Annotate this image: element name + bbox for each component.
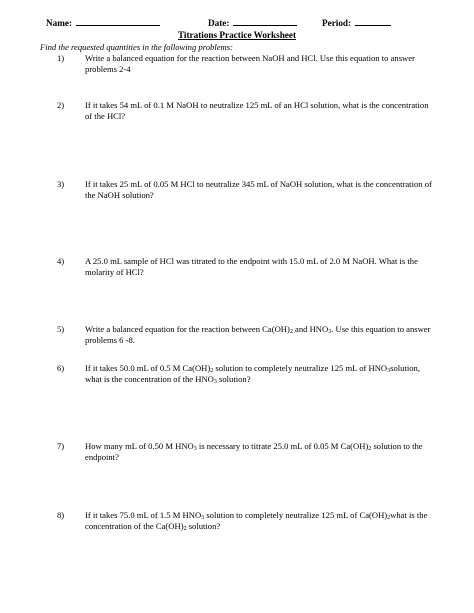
question-number: 1): [57, 53, 65, 63]
question-number: 4): [57, 256, 65, 266]
question-text: If it takes 75.0 mL of 1.5 M $HNO_3$ solution to completely neutralize 125 mL of $Ca(OH)_2what$ is the concentration of the $Ca(OH)_2$ solution?: [85, 510, 428, 533]
question-text: If it takes 25 mL of 0.05 M HCl to neutralize 345 mL of NaOH solution, what is the concentration of the NaOH solution?: [85, 179, 432, 201]
worksheet-title: Titrations Practice Worksheet: [177, 30, 297, 40]
period-label: Period:: [322, 18, 352, 28]
question-text: How many mL of 0.50 M $HNO_3$ is necessary to titrate 25.0 mL of 0.05 M $Ca(OH)_2$ solution to the endpoint?: [85, 441, 423, 463]
question-number: 7): [57, 441, 65, 451]
question-number: 5): [57, 324, 65, 334]
instructions: Find the requested quantities in the following problems:: [40, 42, 233, 52]
question-text: If it takes 54 mL of 0.1 M NaOH to neutralize 125 mL of an HCl solution, what is the concentration of the HCl?: [85, 100, 429, 122]
question-text: Write a balanced equation for the reaction between $Ca(OH)_2$ and $HNO_3$. Use this equation to answer problems 6 -8.: [85, 324, 431, 346]
date-field: [208, 17, 297, 28]
question-text: If it takes 50.0 mL of 0.5 M $Ca(OH)_2$ solution to completely neutralize 125 mL of $HNO_3solution$, what is the concentration of the $HNO_3$ solution?: [85, 363, 420, 386]
question-number: 8): [57, 510, 65, 520]
name-field: [46, 17, 160, 28]
period-field: [322, 17, 391, 28]
question-text: Write a balanced equation for the reaction between NaOH and HCl. Use this equation to answer problems 2-4: [85, 53, 415, 75]
date-label: Date:: [208, 18, 230, 28]
period-blank-line: [355, 17, 391, 26]
name-label: Name:: [46, 18, 73, 28]
question-text: A 25.0 mL sample of HCl was titrated to the endpoint with 15.0 mL of 2.0 M NaOH. What is the molarity of HCl?: [85, 256, 418, 278]
name-blank-line: [76, 17, 160, 26]
question-number: 6): [57, 363, 65, 373]
date-blank-line: [233, 17, 297, 26]
question-number: 3): [57, 179, 65, 189]
question-number: 2): [57, 100, 65, 110]
